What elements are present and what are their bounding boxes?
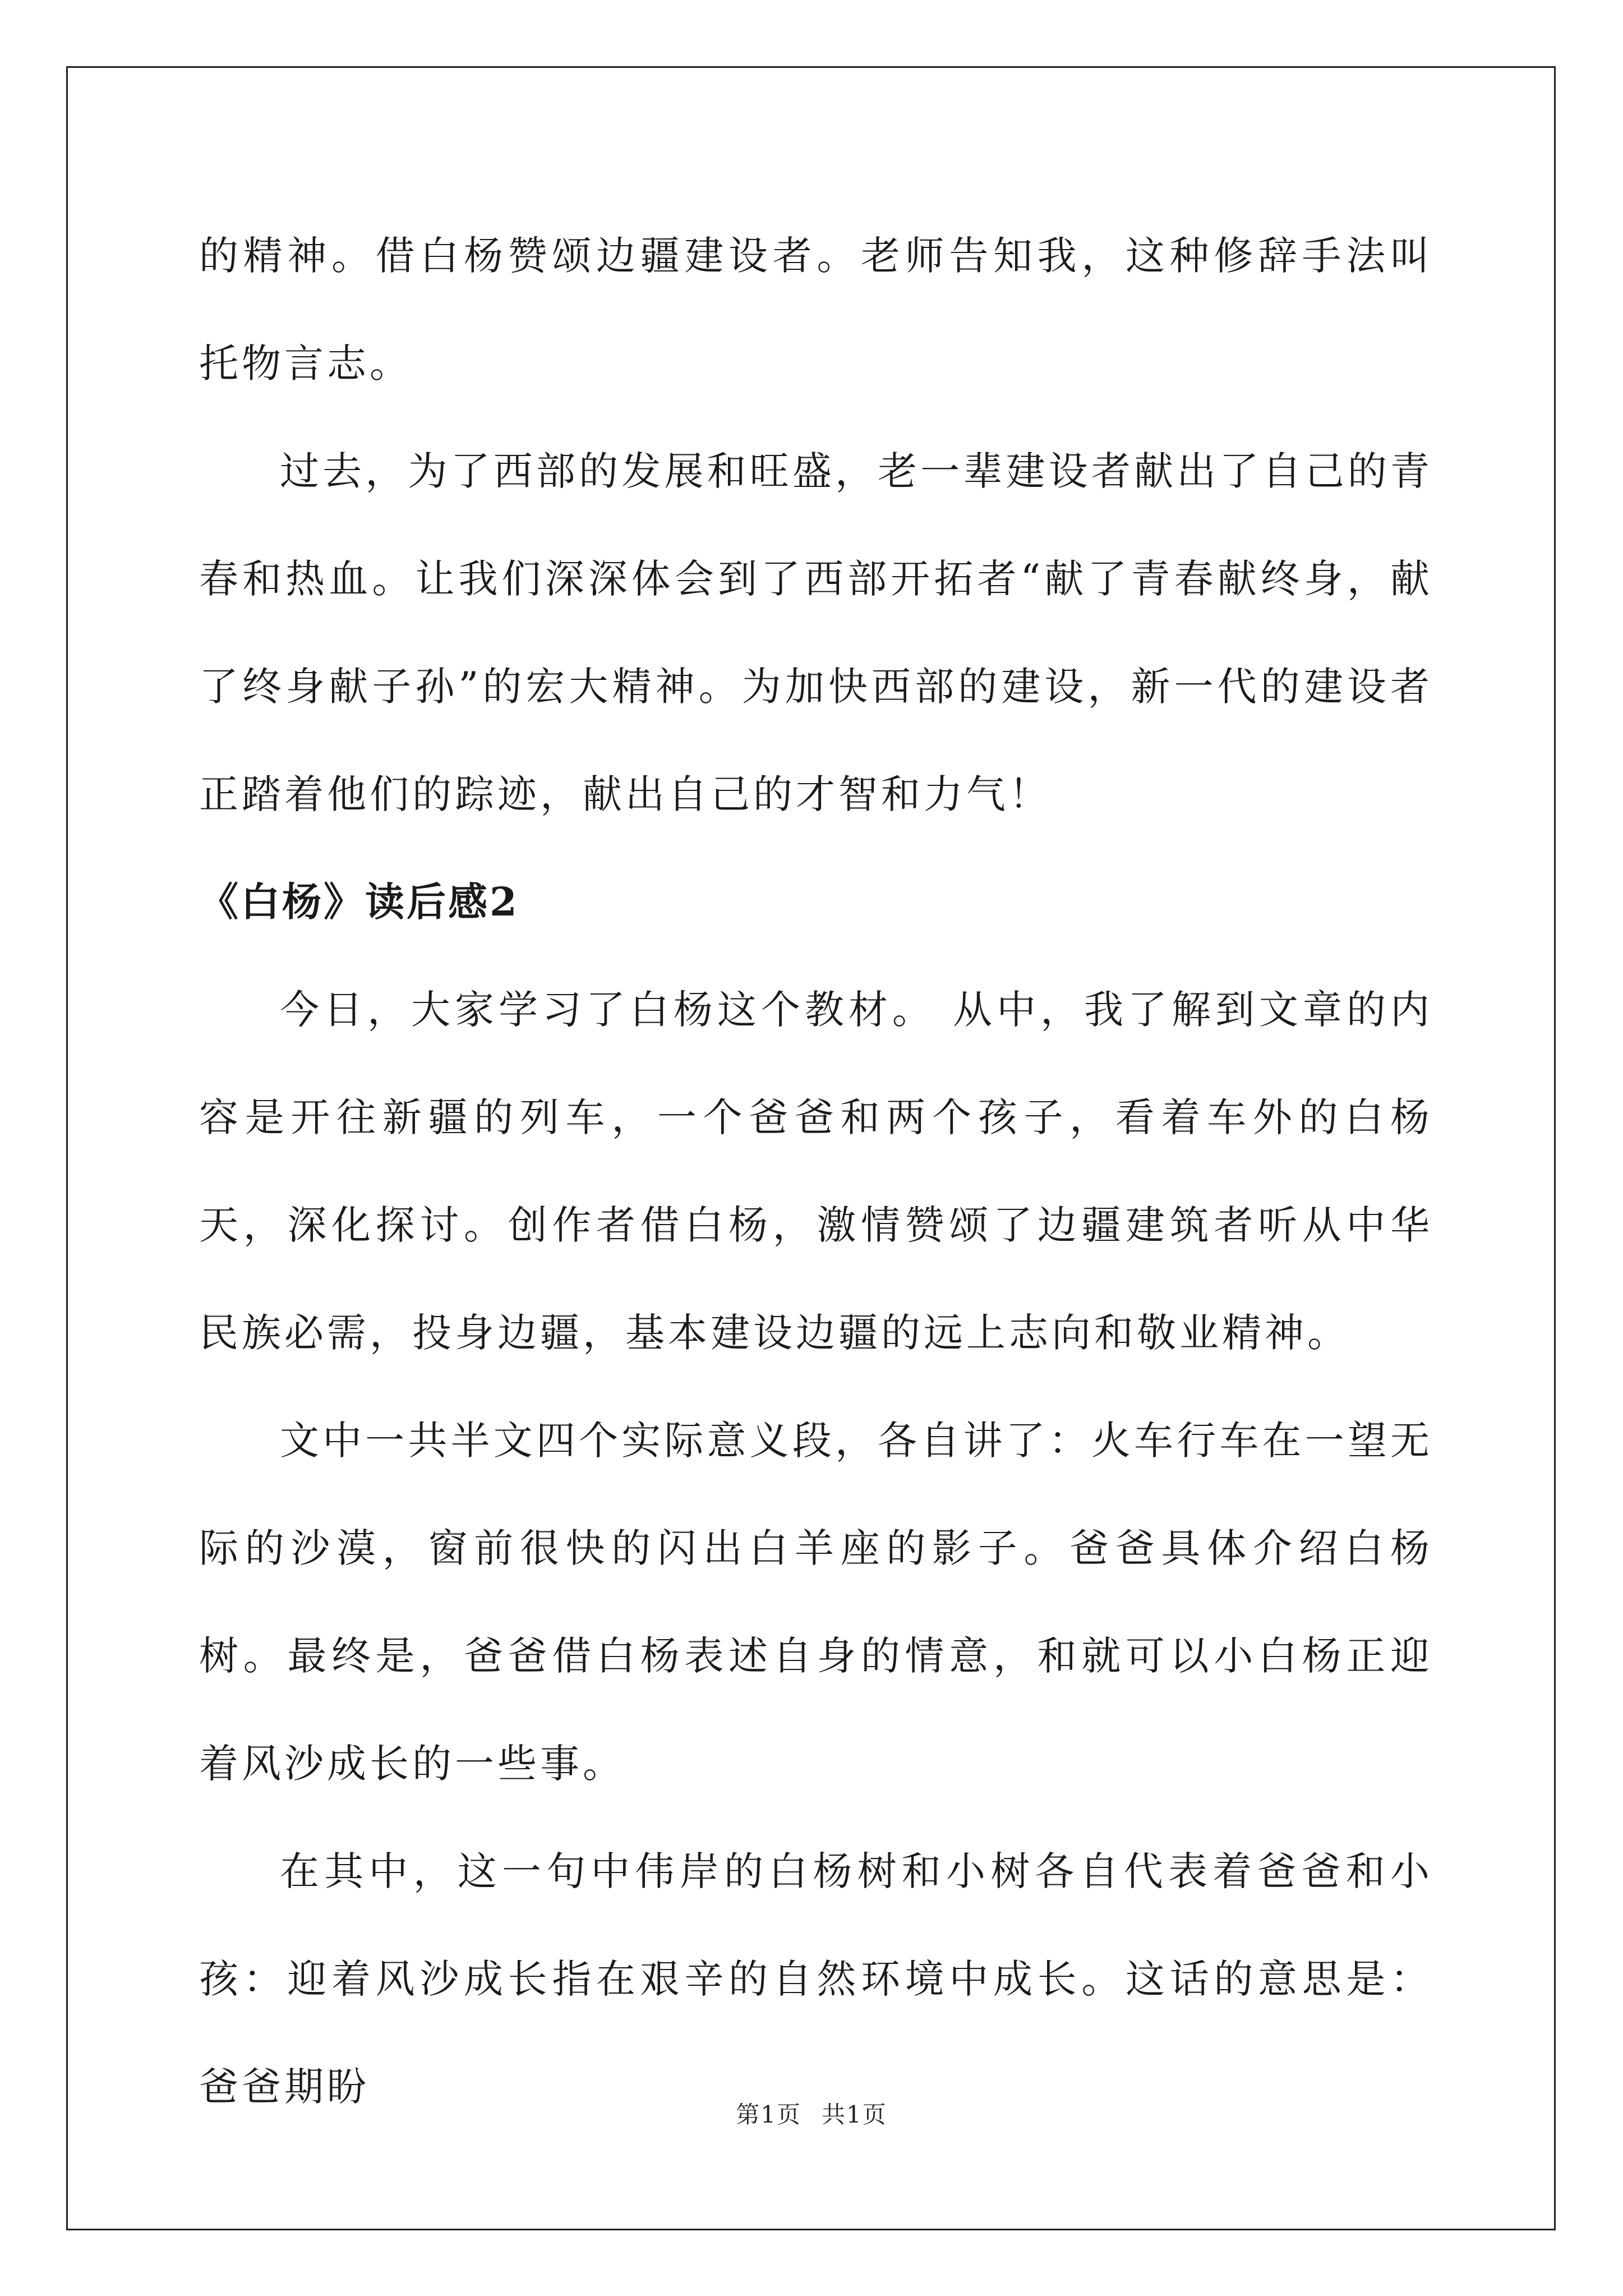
paragraph: 的精神。借白杨赞颂边疆建设者。老师告知我，这种修辞手法叫托物言志。: [199, 233, 1433, 386]
page-footer: [0, 2098, 1623, 2132]
paragraph: 过去，为了西部的发展和旺盛，老一辈建设者献出了自己的青春和热血。让我们深深体会到了西部开拓者“献了青春献终身，献了终身献子孙”的宏大精神。为加快西部的建设，新一代的建设者正踏着他们的踪迹，献出自己的才智和力气！: [199, 448, 1433, 817]
paragraph: 在其中，这一句中伟岸的白杨树和小树各自代表着爸爸和小孩：迎着风沙成长指在艰辛的自然环境中成长。这话的意思是：爸爸期盼: [199, 1848, 1433, 2110]
paragraph: 今日，大家学习了白杨这个教材。 从中，我了解到文章的内容是开往新疆的列车，一个爸爸和两个孩子，看着车外的白杨天，深化探讨。创作者借白杨，激情赞颂了边疆建筑者听从中华民族必需，投身边疆，基本建设边疆的远上志向和敬业精神。: [199, 987, 1433, 1356]
paragraph: 文中一共半文四个实际意义段，各自讲了：火车行车在一望无际的沙漠，窗前很快的闪出白羊座的影子。爸爸具体介绍白杨树。最终是，爸爸借白杨表述自身的情意，和就可以小白杨正迎着风沙成长的一些事。: [199, 1418, 1433, 1787]
page-number-total: 共1页: [822, 2101, 887, 2128]
page-number-current: 第1页: [736, 2101, 801, 2128]
document-body: [199, 202, 1433, 2141]
section-heading: 《白杨》读后感2: [199, 878, 519, 925]
